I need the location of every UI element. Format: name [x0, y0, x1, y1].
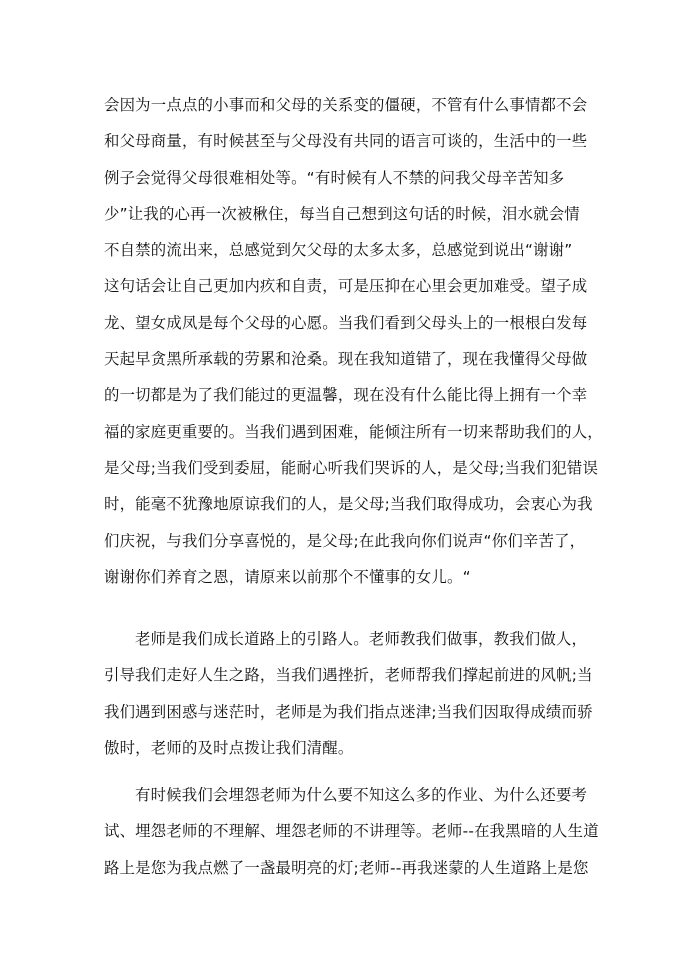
text-line: 天起早贪黑所承载的劳累和沧桑。现在我知道错了，现在我懂得父母做: [104, 350, 588, 369]
paragraph-parents: [104, 92, 603, 600]
document-page: [104, 92, 603, 877]
text-line: 例子会觉得父母很难相处等。“有时候有人不禁的问我父母辛苦知多: [104, 168, 565, 187]
text-line: 试、埋怨老师的不理解、埋怨老师的不讲理等。老师--在我黑暗的人生道: [104, 822, 599, 841]
paragraph-teachers-complaint: [104, 782, 599, 891]
text-line: 谢谢你们养育之恩，请原来以前那个不懂事的女儿。“: [104, 567, 471, 586]
text-line: 福的家庭更重要的。当我们遇到困难，能倾注所有一切来帮助我们的人，: [104, 422, 603, 441]
text-line: 不自禁的流出来，总感觉到欠父母的太多太多，总感觉到说出“谢谢”: [104, 241, 573, 260]
paragraph-teachers-guide: [104, 626, 593, 771]
text-line: 时，能毫不犹豫地原谅我们的人，是父母;当我们取得成功，会衷心为我: [104, 495, 593, 514]
text-line: 们庆祝，与我们分享喜悦的，是父母;在此我向你们说声“你们辛苦了，: [104, 531, 586, 550]
text-line: 龙、望女成凤是每个父母的心愿。当我们看到父母头上的一根根白发每: [104, 313, 588, 332]
text-line: 和父母商量，有时候甚至与父母没有共同的语言可谈的，生活中的一些: [104, 132, 588, 151]
text-line: 这句话会让自己更加内疚和自责，可是压抑在心里会更加难受。望子成: [104, 277, 588, 296]
text-line: 的一切都是为了我们能过的更温馨，现在没有什么能比得上拥有一个幸: [104, 386, 588, 405]
text-line: 会因为一点点的小事而和父母的关系变的僵硬，不管有什么事情都不会: [104, 96, 588, 114]
text-line: 路上是您为我点燃了一盏最明亮的灯;老师--再我迷蒙的人生道路上是您: [104, 858, 589, 877]
text-line: 引导我们走好人生之路，当我们遇挫折，老师帮我们撑起前进的风帆;当: [104, 666, 593, 685]
text-line: 老师是我们成长道路上的引路人。老师教我们做事，教我们做人，: [135, 630, 588, 648]
text-line: 是父母;当我们受到委屈，能耐心听我们哭诉的人，是父母;当我们犯错误: [104, 458, 599, 477]
text-line: 我们遇到困惑与迷茫时，老师是为我们指点迷津;当我们因取得成绩而骄: [104, 702, 593, 721]
text-line: 傲时，老师的及时点拨让我们清醒。: [104, 738, 354, 757]
text-line: 有时候我们会埋怨老师为什么要不知这么多的作业、为什么还要考: [135, 786, 588, 804]
text-line: 少”让我的心再一次被楸住，每当自己想到这句话的时候，泪水就会情: [104, 204, 580, 223]
